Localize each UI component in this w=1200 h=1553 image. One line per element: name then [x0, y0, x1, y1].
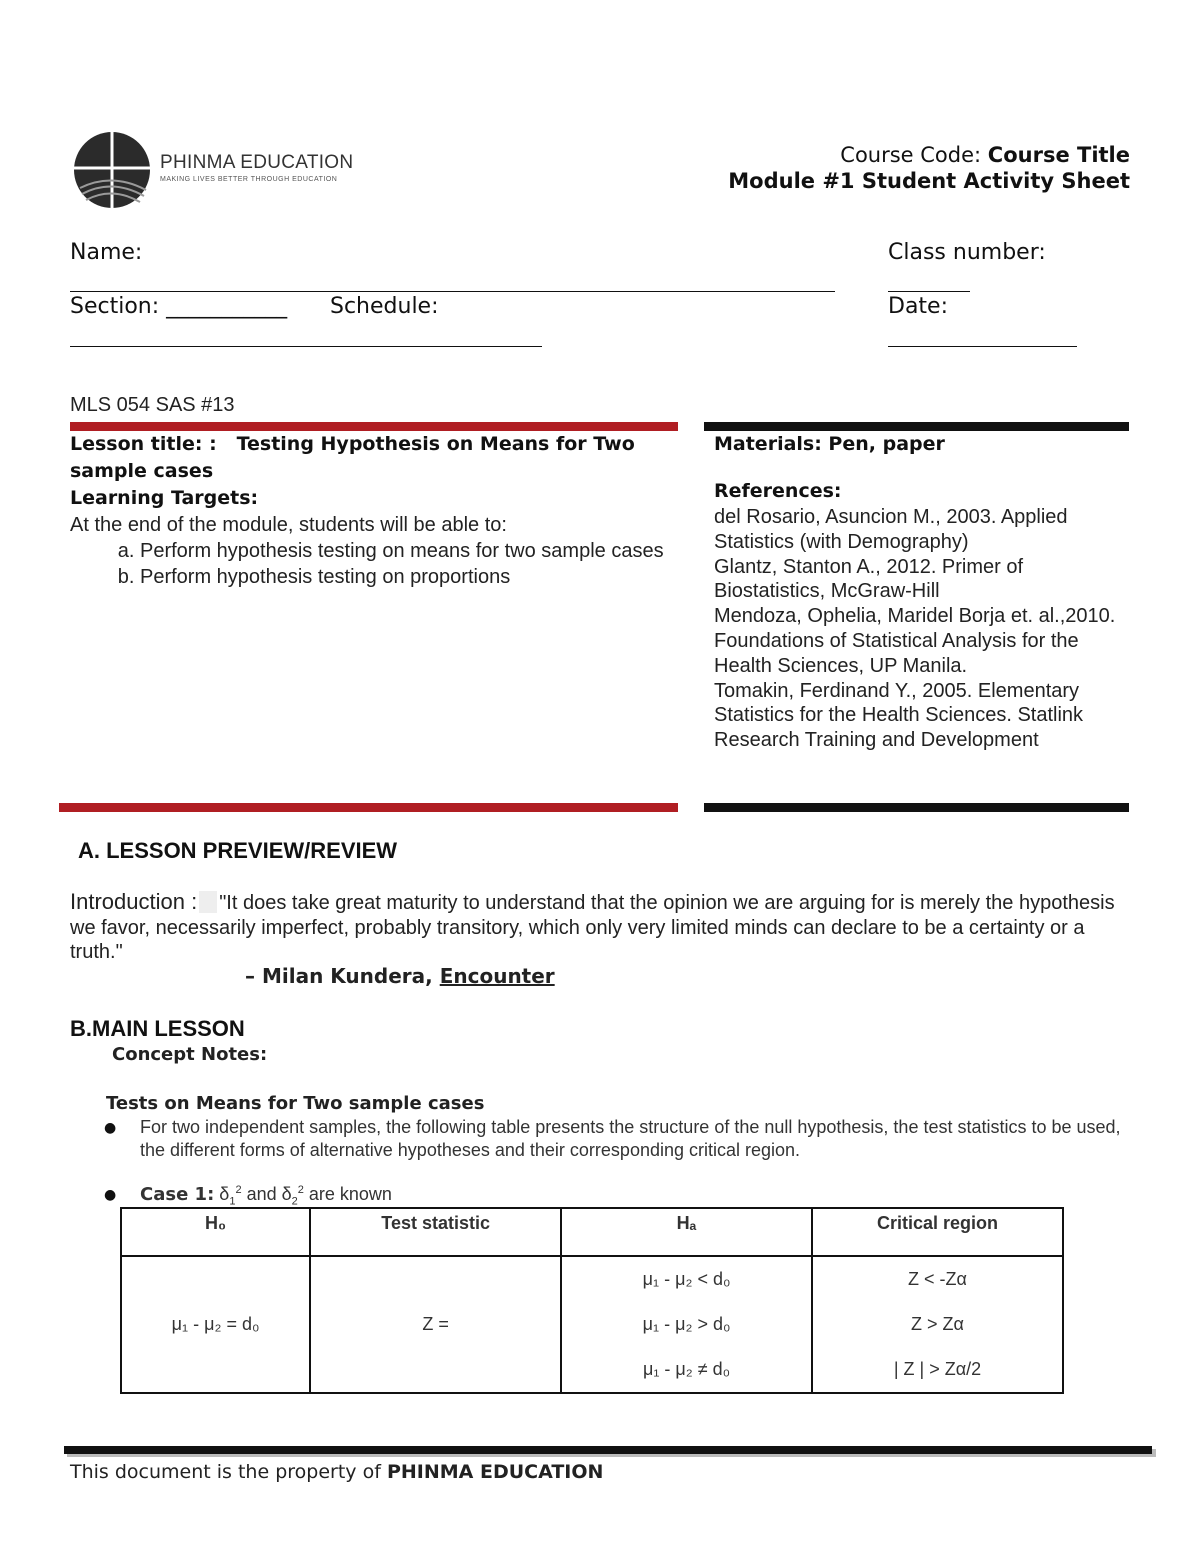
- logo-tagline: MAKING LIVES BETTER THROUGH EDUCATION: [160, 176, 338, 183]
- lesson-top-bar: [70, 422, 678, 431]
- quote-text: "It does take great maturity to understand that the opinion we are arguing for is merely the hypothesis we favor, necessarily imperfect, probably transitory, which only very limited minds can declare to be a certainty or a truth.": [70, 892, 1115, 963]
- case-sup: 2: [297, 1184, 304, 1196]
- bullet-text: For two independent samples, the following table presents the structure of the null hypothesis, the test statistics to be used, the different forms of alternative hypotheses and their corresponding critical region.: [140, 1117, 1121, 1160]
- table-header-row: [121, 1208, 1063, 1256]
- phinma-logo: [72, 128, 362, 212]
- table-header: Critical region: [812, 1208, 1063, 1256]
- learning-target-item: b. Perform hypothesis testing on proportions: [140, 564, 670, 590]
- introduction-label: Introduction :: [70, 889, 198, 914]
- lesson-title: [70, 431, 670, 485]
- materials-label: Materials: Pen, paper: [714, 433, 945, 455]
- case-1-line: [140, 1184, 392, 1208]
- class-number-line[interactable]: [888, 291, 970, 292]
- case-sup: 2: [235, 1184, 242, 1196]
- course-code-label: Course Code:: [840, 143, 988, 167]
- footer-owner: PHINMA EDUCATION: [386, 1461, 604, 1483]
- concept-notes-label: Concept Notes:: [112, 1044, 268, 1065]
- attribution-author: – Milan Kundera,: [245, 964, 440, 988]
- hypothesis-table: [120, 1207, 1064, 1394]
- table-row: [121, 1256, 1063, 1393]
- table-header: H₀: [121, 1208, 310, 1256]
- lesson-bottom-bar: [59, 803, 678, 812]
- learning-target-item: a. Perform hypothesis testing on means for two sample cases: [140, 538, 670, 564]
- bullet-icon: ●: [104, 1187, 117, 1203]
- quote-attribution: [245, 964, 555, 988]
- attribution-source-link[interactable]: Encounter: [439, 964, 555, 988]
- name-line[interactable]: [70, 291, 835, 292]
- materials-bottom-bar: [704, 803, 1129, 812]
- table-header: Test statistic: [310, 1208, 561, 1256]
- case-text: are known: [303, 1184, 392, 1204]
- introduction-quote: [70, 890, 1130, 965]
- lesson-title-text: Testing Hypothesis on Means for Two sample cases: [70, 433, 635, 482]
- learning-targets-intro: At the end of the module, students will be able to:: [70, 514, 507, 536]
- table-header: Hₐ: [561, 1208, 812, 1256]
- logo-name: PHINMA EDUCATION: [160, 152, 354, 173]
- case-sub: 2: [291, 1195, 298, 1208]
- header-titles: [728, 142, 1130, 194]
- case-1-label: Case 1:: [140, 1184, 215, 1205]
- ha-item: μ₁ - μ₂ > d₀: [642, 1314, 731, 1334]
- case-sub: 1: [229, 1195, 236, 1208]
- date-label: Date:: [888, 294, 948, 319]
- footer-text: [70, 1461, 603, 1483]
- bullet-icon: ●: [104, 1120, 117, 1136]
- ha-item: μ₁ - μ₂ < d₀: [642, 1269, 731, 1289]
- section-b-heading: B.MAIN LESSON: [70, 1016, 245, 1041]
- critical-item: Z > Zα: [911, 1314, 964, 1334]
- learning-targets-label: Learning Targets:: [70, 487, 259, 509]
- learning-targets-list: [70, 538, 670, 590]
- ha-item: μ₁ - μ₂ ≠ d₀: [642, 1359, 731, 1379]
- date-line[interactable]: [888, 346, 1077, 347]
- materials-column: [714, 431, 1126, 753]
- footer-bar: [64, 1446, 1152, 1454]
- materials-top-bar: [704, 422, 1129, 431]
- section-label: Section: ___________: [70, 294, 288, 319]
- course-line: [728, 142, 1130, 168]
- schedule-label: Schedule:: [330, 294, 439, 319]
- lesson-column: [70, 431, 670, 590]
- lesson-title-label: Lesson title: :: [70, 433, 217, 455]
- blank-highlight: [199, 891, 217, 913]
- critical-item: | Z | > Zα/2: [893, 1359, 982, 1379]
- references-label: References:: [714, 480, 842, 502]
- name-label: Name:: [70, 240, 143, 265]
- table-cell-ha: [561, 1256, 812, 1393]
- section-a-heading: A. LESSON PREVIEW/REVIEW: [78, 838, 398, 863]
- case-text: and δ: [241, 1184, 292, 1204]
- footer-prefix: This document is the property of: [70, 1461, 387, 1483]
- module-title: Module #1 Student Activity Sheet: [728, 169, 1130, 193]
- course-title: Course Title: [987, 143, 1130, 167]
- table-cell-h0: μ₁ - μ₂ = d₀: [121, 1256, 310, 1393]
- class-number-label: Class number:: [888, 240, 1046, 265]
- reference-item: Mendoza, Ophelia, Maridel Borja et. al.,2010. Foundations of Statistical Analysis for the Health Sciences, UP Manila.: [714, 605, 1116, 677]
- reference-item: Glantz, Stanton A., 2012. Primer of Biostatistics, McGraw-Hill: [714, 555, 1024, 603]
- reference-item: del Rosario, Asuncion M., 2003. Applied Statistics (with Demography): [714, 506, 1068, 553]
- reference-item: Tomakin, Ferdinand Y., 2005. Elementary Statistics for the Health Sciences. Statlink Research Training and Development: [714, 679, 1084, 752]
- tests-subheading: Tests on Means for Two sample cases: [106, 1093, 485, 1114]
- table-cell-critical-region: [812, 1256, 1063, 1393]
- schedule-line[interactable]: [70, 346, 542, 347]
- logo-globe-icon: [72, 128, 152, 212]
- critical-item: Z < -Zα: [908, 1269, 967, 1289]
- case-text: δ: [214, 1184, 230, 1204]
- table-cell-test-statistic: Z =: [310, 1256, 561, 1393]
- sas-code: MLS 054 SAS #13: [70, 394, 235, 416]
